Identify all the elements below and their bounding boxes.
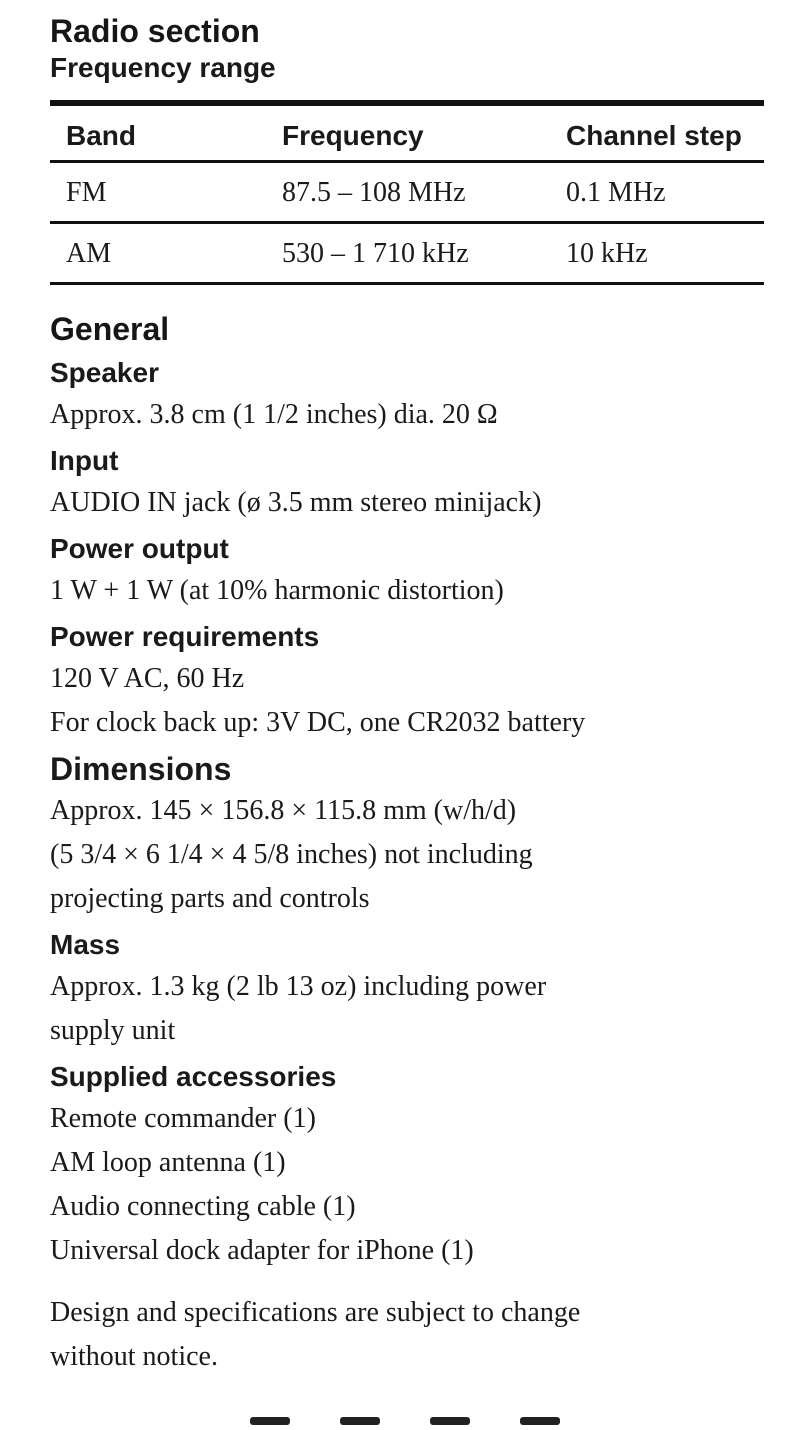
mass-spec [50, 925, 802, 1053]
mass-label: Mass [50, 929, 121, 960]
supplied-accessories-label: Supplied accessories [50, 1061, 337, 1092]
cut-off-text-fragment [250, 1412, 650, 1426]
dimensions-spec [50, 749, 802, 921]
power-requirements-spec [50, 617, 802, 745]
cell-frequency: 87.5 – 108 MHz [266, 162, 550, 223]
cell-channel-step: 0.1 MHz [550, 162, 764, 223]
input-spec [50, 441, 802, 525]
spec-line: Approx. 145 × 156.8 × 115.8 mm (w/h/d) [50, 795, 517, 826]
dimensions-label: Dimensions [50, 751, 232, 787]
power-requirements-label: Power requirements [50, 621, 320, 652]
spec-line: 1 W + 1 W (at 10% harmonic distortion) [50, 575, 504, 606]
spec-line: supply unit [50, 1015, 176, 1046]
spec-line: 120 V AC, 60 Hz [50, 663, 245, 694]
speaker-label: Speaker [50, 357, 159, 388]
note-line: without notice. [50, 1341, 218, 1372]
cell-band: FM [50, 162, 266, 223]
accessory-line: AM loop antenna (1) [50, 1147, 286, 1178]
input-label: Input [50, 445, 119, 476]
accessory-line: Universal dock adapter for iPhone (1) [50, 1235, 474, 1266]
spec-line: AUDIO IN jack (ø 3.5 mm stereo minijack) [50, 487, 542, 518]
spec-line: (5 3/4 × 6 1/4 × 4 5/8 inches) not including [50, 839, 533, 870]
cell-frequency: 530 – 1 710 kHz [266, 223, 550, 284]
accessory-line: Remote commander (1) [50, 1103, 316, 1134]
power-output-spec [50, 529, 802, 613]
frequency-range-heading: Frequency range [50, 52, 276, 83]
table-header-row [50, 103, 764, 162]
table-row [50, 223, 764, 284]
cell-channel-step: 10 kHz [550, 223, 764, 284]
power-output-label: Power output [50, 533, 229, 564]
speaker-spec [50, 353, 802, 437]
frequency-table [50, 100, 764, 285]
radio-section-title: Radio section [50, 13, 260, 49]
note-line: Design and specifications are subject to change [50, 1297, 581, 1328]
spec-line: For clock back up: 3V DC, one CR2032 battery [50, 707, 586, 738]
spec-line: projecting parts and controls [50, 883, 370, 914]
header-frequency: Frequency [266, 103, 550, 162]
spec-line: Approx. 3.8 cm (1 1/2 inches) dia. 20 Ω [50, 399, 498, 430]
cell-band: AM [50, 223, 266, 284]
general-section-title: General [50, 311, 170, 347]
supplied-accessories-spec [50, 1057, 802, 1273]
spec-line: Approx. 1.3 kg (2 lb 13 oz) including power [50, 971, 547, 1002]
table-row [50, 162, 764, 223]
accessory-line: Audio connecting cable (1) [50, 1191, 356, 1222]
design-note [50, 1291, 750, 1379]
header-channel-step: Channel step [550, 103, 764, 162]
header-band: Band [50, 103, 266, 162]
